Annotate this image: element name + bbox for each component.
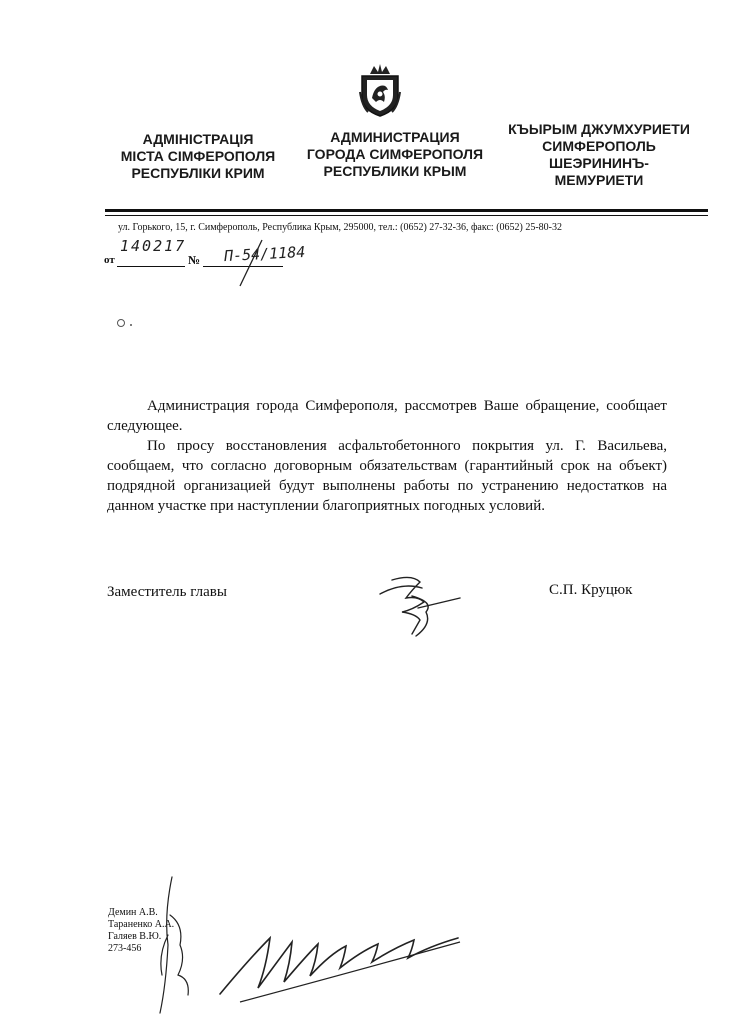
signatory-position: Заместитель главы (107, 584, 227, 600)
org-name-russian (296, 129, 494, 180)
number-slash-stroke (218, 238, 278, 288)
reference-date: 140217 (120, 237, 187, 255)
contact-line: Демин А.В. (108, 907, 158, 918)
org-line: ГОРОДА СИМФЕРОПОЛЯ (306, 146, 484, 162)
org-line: АДМІНІСТРАЦІЯ (142, 131, 254, 147)
reference-number: П-54/1184 (223, 242, 306, 266)
header-divider-thin (105, 215, 708, 216)
header-divider (105, 209, 708, 212)
org-line: СИМФЕРОПОЛЬ (542, 138, 656, 154)
org-line: РЕСПУБЛІКИ КРИМ (131, 165, 265, 181)
contact-line: Галяев В.Ю. (108, 931, 162, 942)
number-label: № (188, 253, 201, 267)
org-line: ШЕЭРИНИНЪ- (549, 155, 649, 171)
stray-dot (117, 319, 125, 327)
org-line: МЕМУРИЕТИ (554, 172, 644, 188)
org-line: АДМИНИСТРАЦИЯ (330, 129, 460, 145)
from-label: от (104, 254, 115, 266)
signatory-name: С.П. Круцюк (549, 582, 633, 598)
contact-line: 273-456 (108, 943, 142, 954)
letter-body (107, 396, 667, 516)
approval-signature-scribble (210, 908, 470, 1004)
org-line: РЕСПУБЛИКИ КРЫМ (323, 163, 467, 179)
body-paragraph: Администрация города Симферополя, рассмотрев Ваше обращение, сообщает следующее. (107, 398, 667, 434)
org-name-ukrainian (108, 131, 288, 182)
org-line: КЪЫРЫМ ДЖУМХУРИЕТИ (508, 121, 690, 137)
coat-of-arms-emblem (358, 62, 402, 118)
address-line: ул. Горького, 15, г. Симферополь, Республика Крым, 295000, тел.: (0652) 27-32-36, факс: (0652) 25-80-32 (118, 222, 563, 233)
org-name-crimean-tatar (496, 121, 702, 189)
stray-dot (130, 324, 132, 326)
initials-scribble (150, 875, 210, 1015)
body-paragraph: По просу восстановления асфальтобетонного покрытия ул. Г. Васильева, сообщаем, что согласно договорным обязательствам (гарантийный срок на объект) подрядной организацией будут выполнены работы по устранению недостатков на данном участке при наступлении благоприятных погодных условий. (107, 438, 667, 514)
org-line: МІСТА СІМФЕРОПОЛЯ (120, 148, 276, 164)
contact-line: Тараненко А.А. (108, 919, 175, 930)
handwritten-signature (372, 568, 472, 640)
date-underline (117, 266, 185, 267)
